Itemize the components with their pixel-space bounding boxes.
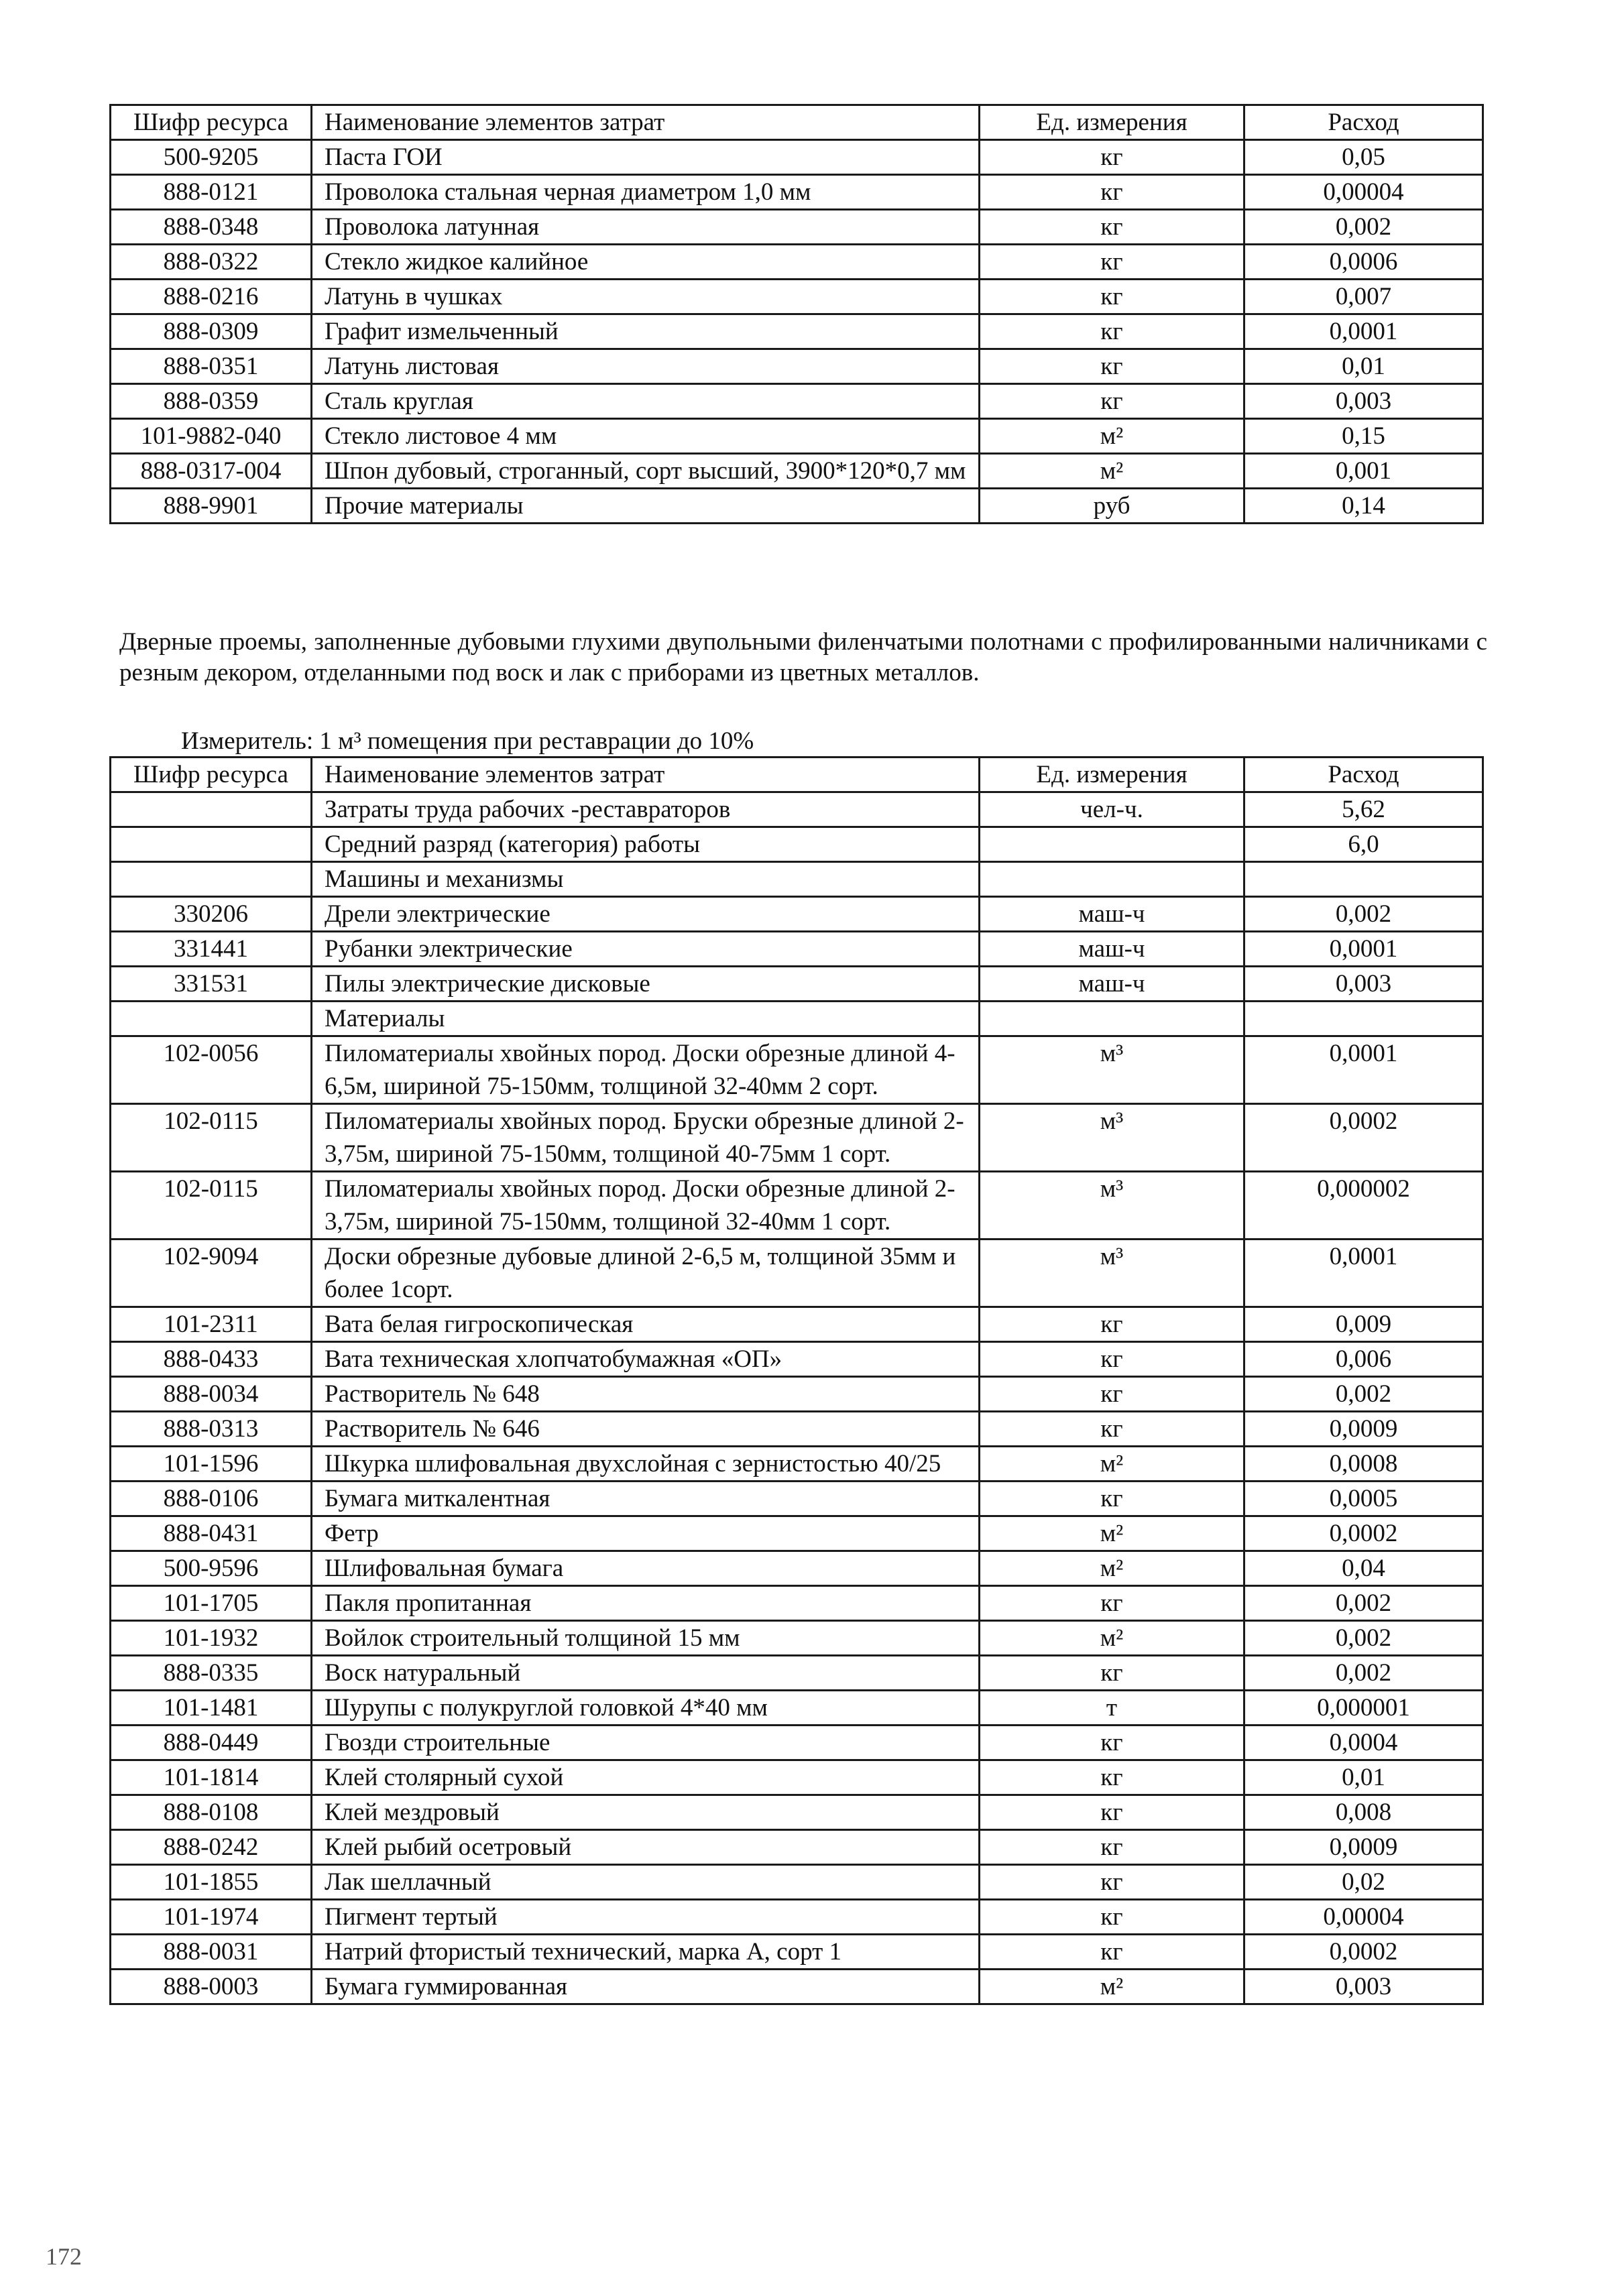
table-row	[111, 245, 1483, 280]
unit-cell: кг	[980, 1482, 1244, 1516]
resource-code-cell: 888-0309	[111, 314, 312, 349]
consumption-cell: 0,003	[1244, 967, 1483, 1002]
unit-cell: кг	[980, 1865, 1244, 1900]
cost-element-name-cell: Вата белая гигроскопическая	[312, 1307, 980, 1342]
consumption-cell: 0,002	[1244, 1377, 1483, 1412]
cost-element-name-cell: Стекло листовое 4 мм	[312, 419, 980, 454]
cost-element-name-cell: Пиломатериалы хвойных пород. Доски обрезные длиной 2-3,75м, шириной 75-150мм, толщиной 32-40мм 1 сорт.	[312, 1172, 980, 1240]
table-row	[111, 1656, 1483, 1691]
header-consumption: Расход	[1244, 105, 1483, 140]
resource-code-cell: 330206	[111, 897, 312, 932]
unit-cell: кг	[980, 1726, 1244, 1760]
resource-code-cell: 888-0351	[111, 349, 312, 384]
consumption-cell: 0,02	[1244, 1865, 1483, 1900]
cost-element-name-cell: Стекло жидкое калийное	[312, 245, 980, 280]
table-header-row	[111, 105, 1483, 140]
consumption-cell: 0,01	[1244, 1760, 1483, 1795]
measure-unit-line: Измеритель: 1 м³ помещения при реставрации до 10%	[181, 727, 754, 755]
cost-element-name-cell: Растворитель № 648	[312, 1377, 980, 1412]
cost-element-name-cell: Шурупы с полукруглой головкой 4*40 мм	[312, 1691, 980, 1726]
consumption-cell: 0,003	[1244, 1970, 1483, 2004]
resource-code-cell: 888-0108	[111, 1795, 312, 1830]
consumption-cell: 0,003	[1244, 384, 1483, 419]
cost-element-name-cell: Шкурка шлифовальная двухслойная с зернистостью 40/25	[312, 1447, 980, 1482]
unit-cell: кг	[980, 245, 1244, 280]
unit-cell: чел-ч.	[980, 792, 1244, 827]
table-row	[111, 489, 1483, 524]
unit-cell: кг	[980, 1795, 1244, 1830]
unit-cell: кг	[980, 210, 1244, 245]
table-header-row	[111, 758, 1483, 792]
table-row	[111, 1447, 1483, 1482]
table-row	[111, 1760, 1483, 1795]
resource-code-cell: 102-0115	[111, 1172, 312, 1240]
unit-cell: м²	[980, 419, 1244, 454]
unit-cell: м³	[980, 1036, 1244, 1104]
table-row	[111, 280, 1483, 314]
consumption-cell: 0,000001	[1244, 1691, 1483, 1726]
resource-code-cell: 888-0003	[111, 1970, 312, 2004]
table-row	[111, 1307, 1483, 1342]
table-row	[111, 862, 1483, 897]
resource-code-cell: 331531	[111, 967, 312, 1002]
consumption-cell: 6,0	[1244, 827, 1483, 862]
resource-code-cell: 101-2311	[111, 1307, 312, 1342]
cost-element-name-cell: Клей мездровый	[312, 1795, 980, 1830]
unit-cell: кг	[980, 1412, 1244, 1447]
table-row	[111, 454, 1483, 489]
unit-cell: м²	[980, 1970, 1244, 2004]
table-row	[111, 1726, 1483, 1760]
resource-code-cell: 888-0242	[111, 1830, 312, 1865]
table-row	[111, 1036, 1483, 1104]
unit-cell: кг	[980, 140, 1244, 175]
cost-element-name-cell: Пиломатериалы хвойных пород. Бруски обрезные длиной 2-3,75м, шириной 75-150мм, толщиной 40-75мм 1 сорт.	[312, 1104, 980, 1172]
header-cost-element-name: Наименование элементов затрат	[312, 758, 980, 792]
table-row	[111, 1900, 1483, 1935]
consumption-cell: 0,14	[1244, 489, 1483, 524]
table-row	[111, 1172, 1483, 1240]
resource-code-cell: 101-1855	[111, 1865, 312, 1900]
consumption-cell: 0,006	[1244, 1342, 1483, 1377]
table-body	[111, 792, 1483, 2004]
table-row	[111, 932, 1483, 967]
consumption-cell	[1244, 862, 1483, 897]
unit-cell: маш-ч	[980, 897, 1244, 932]
resource-code-cell	[111, 792, 312, 827]
consumption-cell: 0,002	[1244, 210, 1483, 245]
unit-cell: кг	[980, 1377, 1244, 1412]
resource-code-cell	[111, 827, 312, 862]
resource-code-cell: 888-0359	[111, 384, 312, 419]
cost-element-name-cell: Графит измельченный	[312, 314, 980, 349]
table-row	[111, 1377, 1483, 1412]
unit-cell: кг	[980, 384, 1244, 419]
table-row	[111, 1240, 1483, 1307]
cost-element-name-cell: Лак шеллачный	[312, 1865, 980, 1900]
cost-element-name-cell: Шлифовальная бумага	[312, 1551, 980, 1586]
consumption-cell: 0,0008	[1244, 1447, 1483, 1482]
unit-cell: кг	[980, 1656, 1244, 1691]
cost-element-name-cell: Пилы электрические дисковые	[312, 967, 980, 1002]
unit-cell: м²	[980, 1447, 1244, 1482]
unit-cell: м²	[980, 1551, 1244, 1586]
table-row	[111, 349, 1483, 384]
cost-element-name-cell: Гвозди строительные	[312, 1726, 980, 1760]
resource-code-cell: 888-0034	[111, 1377, 312, 1412]
cost-element-name-cell: Клей рыбий осетровый	[312, 1830, 980, 1865]
consumption-cell: 5,62	[1244, 792, 1483, 827]
header-resource-code: Шифр ресурса	[111, 758, 312, 792]
resource-code-cell: 101-1974	[111, 1900, 312, 1935]
unit-cell: кг	[980, 1307, 1244, 1342]
table-row	[111, 1482, 1483, 1516]
consumption-cell: 0,002	[1244, 1656, 1483, 1691]
unit-cell: кг	[980, 1342, 1244, 1377]
consumption-cell: 0,0002	[1244, 1935, 1483, 1970]
cost-element-name-cell: Дрели электрические	[312, 897, 980, 932]
consumption-cell: 0,0005	[1244, 1482, 1483, 1516]
resource-code-cell: 888-0313	[111, 1412, 312, 1447]
consumption-cell: 0,04	[1244, 1551, 1483, 1586]
consumption-cell: 0,000002	[1244, 1172, 1483, 1240]
cost-element-name-cell: Проволока латунная	[312, 210, 980, 245]
table-row	[111, 210, 1483, 245]
header-resource-code: Шифр ресурса	[111, 105, 312, 140]
cost-element-name-cell: Сталь круглая	[312, 384, 980, 419]
header-unit: Ед. измерения	[980, 105, 1244, 140]
cost-element-name-cell: Паста ГОИ	[312, 140, 980, 175]
unit-cell: кг	[980, 1586, 1244, 1621]
resource-code-cell: 102-0115	[111, 1104, 312, 1172]
table-row	[111, 1691, 1483, 1726]
consumption-cell: 0,008	[1244, 1795, 1483, 1830]
consumption-cell: 0,00004	[1244, 1900, 1483, 1935]
cost-element-name-cell: Доски обрезные дубовые длиной 2-6,5 м, толщиной 35мм и более 1сорт.	[312, 1240, 980, 1307]
resource-code-cell: 888-0449	[111, 1726, 312, 1760]
cost-element-name-cell: Средний разряд (категория) работы	[312, 827, 980, 862]
cost-element-name-cell: Прочие материалы	[312, 489, 980, 524]
table-row	[111, 1865, 1483, 1900]
table-row	[111, 1970, 1483, 2004]
cost-element-name-cell: Латунь листовая	[312, 349, 980, 384]
resource-code-cell: 888-0031	[111, 1935, 312, 1970]
consumption-cell: 0,0001	[1244, 932, 1483, 967]
table-row	[111, 1830, 1483, 1865]
table-row	[111, 1586, 1483, 1621]
unit-cell: кг	[980, 1935, 1244, 1970]
resource-code-cell: 500-9205	[111, 140, 312, 175]
consumption-cell: 0,0009	[1244, 1412, 1483, 1447]
resource-code-cell: 101-1932	[111, 1621, 312, 1656]
consumption-cell: 0,0002	[1244, 1104, 1483, 1172]
consumption-cell: 0,01	[1244, 349, 1483, 384]
consumption-cell: 0,15	[1244, 419, 1483, 454]
table-row	[111, 1412, 1483, 1447]
cost-element-name-cell: Фетр	[312, 1516, 980, 1551]
cost-element-name-cell: Клей столярный сухой	[312, 1760, 980, 1795]
table-row	[111, 792, 1483, 827]
resource-code-cell: 101-1596	[111, 1447, 312, 1482]
resource-code-cell	[111, 1002, 312, 1036]
resource-code-cell: 500-9596	[111, 1551, 312, 1586]
unit-cell: м²	[980, 1516, 1244, 1551]
cost-element-name-cell: Вата техническая хлопчатобумажная «ОП»	[312, 1342, 980, 1377]
unit-cell: кг	[980, 1760, 1244, 1795]
consumption-cell: 0,0001	[1244, 1240, 1483, 1307]
unit-cell: м³	[980, 1172, 1244, 1240]
resource-code-cell: 888-0106	[111, 1482, 312, 1516]
unit-cell	[980, 827, 1244, 862]
unit-cell	[980, 862, 1244, 897]
unit-cell: кг	[980, 1900, 1244, 1935]
unit-cell: кг	[980, 314, 1244, 349]
resource-code-cell: 331441	[111, 932, 312, 967]
resource-code-cell: 101-9882-040	[111, 419, 312, 454]
header-consumption: Расход	[1244, 758, 1483, 792]
resource-code-cell: 888-0431	[111, 1516, 312, 1551]
table-row	[111, 1935, 1483, 1970]
page-number: 172	[46, 2243, 82, 2270]
header-cost-element-name: Наименование элементов затрат	[312, 105, 980, 140]
cost-element-name-cell: Пиломатериалы хвойных пород. Доски обрезные длиной 4-6,5м, шириной 75-150мм, толщиной 32-40мм 2 сорт.	[312, 1036, 980, 1104]
unit-cell: м³	[980, 1240, 1244, 1307]
resource-code-cell: 101-1705	[111, 1586, 312, 1621]
consumption-cell: 0,0009	[1244, 1830, 1483, 1865]
resource-code-cell: 888-0322	[111, 245, 312, 280]
consumption-cell: 0,001	[1244, 454, 1483, 489]
consumption-cell: 0,0001	[1244, 314, 1483, 349]
unit-cell: маш-ч	[980, 967, 1244, 1002]
consumption-cell: 0,002	[1244, 1586, 1483, 1621]
cost-element-name-cell: Материалы	[312, 1002, 980, 1036]
table-row	[111, 314, 1483, 349]
resource-code-cell: 888-0317-004	[111, 454, 312, 489]
cost-element-name-cell: Растворитель № 646	[312, 1412, 980, 1447]
unit-cell: маш-ч	[980, 932, 1244, 967]
resource-code-cell: 102-9094	[111, 1240, 312, 1307]
consumption-cell: 0,002	[1244, 897, 1483, 932]
cost-element-name-cell: Пигмент тертый	[312, 1900, 980, 1935]
unit-cell: кг	[980, 1830, 1244, 1865]
resource-code-cell: 888-0335	[111, 1656, 312, 1691]
unit-cell: м²	[980, 1621, 1244, 1656]
cost-element-name-cell: Бумага гуммированная	[312, 1970, 980, 2004]
table-row	[111, 1002, 1483, 1036]
consumption-cell: 0,0006	[1244, 245, 1483, 280]
table-row	[111, 419, 1483, 454]
consumption-cell: 0,009	[1244, 1307, 1483, 1342]
consumption-cell: 0,0001	[1244, 1036, 1483, 1104]
resource-code-cell: 888-0433	[111, 1342, 312, 1377]
consumption-cell: 0,0004	[1244, 1726, 1483, 1760]
cost-element-name-cell: Машины и механизмы	[312, 862, 980, 897]
unit-cell	[980, 1002, 1244, 1036]
materials-table-2	[109, 756, 1484, 2005]
unit-cell: кг	[980, 175, 1244, 210]
resource-code-cell: 888-0348	[111, 210, 312, 245]
cost-element-name-cell: Латунь в чушках	[312, 280, 980, 314]
resource-code-cell: 888-9901	[111, 489, 312, 524]
unit-cell: кг	[980, 280, 1244, 314]
table-row	[111, 1795, 1483, 1830]
section-description: Дверные проемы, заполненные дубовыми глухими двупольными филенчатыми полотнами с профилированными наличниками с резным декором, отделанными под воск и лак с приборами из цветных металлов.	[119, 628, 1487, 686]
consumption-cell: 0,00004	[1244, 175, 1483, 210]
table-row	[111, 1516, 1483, 1551]
table-row	[111, 1551, 1483, 1586]
consumption-cell: 0,007	[1244, 280, 1483, 314]
table-row	[111, 140, 1483, 175]
consumption-cell	[1244, 1002, 1483, 1036]
cost-element-name-cell: Натрий фтористый технический, марка А, сорт 1	[312, 1935, 980, 1970]
unit-cell: т	[980, 1691, 1244, 1726]
table-row	[111, 967, 1483, 1002]
resource-code-cell: 101-1814	[111, 1760, 312, 1795]
header-unit: Ед. измерения	[980, 758, 1244, 792]
resource-code-cell: 888-0121	[111, 175, 312, 210]
unit-cell: м³	[980, 1104, 1244, 1172]
cost-element-name-cell: Воск натуральный	[312, 1656, 980, 1691]
table-row	[111, 175, 1483, 210]
table-row	[111, 384, 1483, 419]
resource-code-cell	[111, 862, 312, 897]
unit-cell: руб	[980, 489, 1244, 524]
consumption-cell: 0,05	[1244, 140, 1483, 175]
table-body	[111, 140, 1483, 524]
table-row	[111, 897, 1483, 932]
unit-cell: м²	[980, 454, 1244, 489]
cost-element-name-cell: Затраты труда рабочих -реставраторов	[312, 792, 980, 827]
consumption-cell: 0,002	[1244, 1621, 1483, 1656]
table-row	[111, 827, 1483, 862]
cost-element-name-cell: Проволока стальная черная диаметром 1,0 мм	[312, 175, 980, 210]
unit-cell: кг	[980, 349, 1244, 384]
table-row	[111, 1104, 1483, 1172]
resource-code-cell: 888-0216	[111, 280, 312, 314]
cost-element-name-cell: Пакля пропитанная	[312, 1586, 980, 1621]
resource-code-cell: 102-0056	[111, 1036, 312, 1104]
cost-element-name-cell: Бумага миткалентная	[312, 1482, 980, 1516]
resource-code-cell: 101-1481	[111, 1691, 312, 1726]
cost-element-name-cell: Шпон дубовый, строганный, сорт высший, 3900*120*0,7 мм	[312, 454, 980, 489]
table-row	[111, 1342, 1483, 1377]
cost-element-name-cell: Войлок строительный толщиной 15 мм	[312, 1621, 980, 1656]
cost-element-name-cell: Рубанки электрические	[312, 932, 980, 967]
materials-table-1	[109, 104, 1484, 524]
consumption-cell: 0,0002	[1244, 1516, 1483, 1551]
table-row	[111, 1621, 1483, 1656]
